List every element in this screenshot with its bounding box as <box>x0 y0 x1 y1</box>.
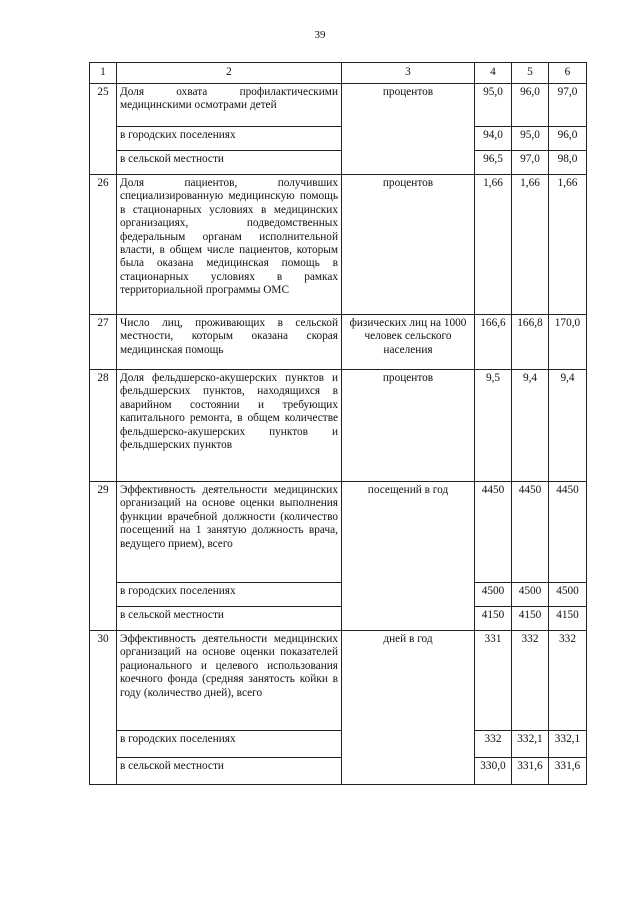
value-cell: 9,4 <box>512 370 549 482</box>
value-cell: 95,0 <box>512 127 549 151</box>
table-row <box>90 583 587 607</box>
unit-cell: процентов <box>342 175 475 315</box>
value-cell: 4150 <box>549 607 587 631</box>
value-cell: 1,66 <box>475 175 512 315</box>
value-cell: 9,5 <box>475 370 512 482</box>
value-cell: 97,0 <box>512 151 549 175</box>
value-cell: 4450 <box>549 482 587 583</box>
value-cell: 4500 <box>475 583 512 607</box>
header-cell: 6 <box>549 63 587 84</box>
header-cell: 5 <box>512 63 549 84</box>
value-cell: 331,6 <box>549 758 587 785</box>
row-number: 25 <box>90 84 117 175</box>
value-cell: 331 <box>475 631 512 731</box>
indicator-label: Эффективность деятельности медицинских организаций на основе оценки показателей рационального и целевого использования коечного фонда (средняя занятость койки в году (количество дней), всего <box>117 631 342 731</box>
value-cell: 97,0 <box>549 84 587 127</box>
table-row <box>90 151 587 175</box>
row-number: 29 <box>90 482 117 631</box>
row-number: 30 <box>90 631 117 785</box>
table-row <box>90 731 587 758</box>
table-row <box>90 84 587 127</box>
indicator-label: в сельской местности <box>117 607 342 631</box>
value-cell: 1,66 <box>549 175 587 315</box>
value-cell: 332,1 <box>512 731 549 758</box>
value-cell: 96,5 <box>475 151 512 175</box>
value-cell: 96,0 <box>512 84 549 127</box>
value-cell: 331,6 <box>512 758 549 785</box>
value-cell: 332 <box>549 631 587 731</box>
indicator-label: в городских поселениях <box>117 731 342 758</box>
row-number: 28 <box>90 370 117 482</box>
value-cell: 95,0 <box>475 84 512 127</box>
indicator-label: в сельской местности <box>117 758 342 785</box>
value-cell: 96,0 <box>549 127 587 151</box>
value-cell: 4150 <box>512 607 549 631</box>
value-cell: 332,1 <box>549 731 587 758</box>
table-row <box>90 127 587 151</box>
value-cell: 94,0 <box>475 127 512 151</box>
table-row <box>90 607 587 631</box>
indicator-label: Доля фельдшерско-акушерских пунктов и фельдшерских пунктов, находящихся в аварийном состоянии и требующих капитального ремонта, в общем количестве фельдшерско-акушерских пунктов и фельдшерских пунктов <box>117 370 342 482</box>
indicator-label: в сельской местности <box>117 151 342 175</box>
indicator-label: Число лиц, проживающих в сельской местности, которым оказана скорая медицинская помощь <box>117 315 342 370</box>
value-cell: 332 <box>512 631 549 731</box>
value-cell: 166,6 <box>475 315 512 370</box>
unit-cell: дней в год <box>342 631 475 785</box>
table-row <box>90 482 587 583</box>
header-cell: 2 <box>117 63 342 84</box>
unit-cell: посещений в год <box>342 482 475 631</box>
indicator-label: Эффективность деятельности медицинских организаций на основе оценки выполнения функции врачебной должности (количество посещений на 1 занятую должность врача, ведущего прием), всего <box>117 482 342 583</box>
unit-cell: процентов <box>342 370 475 482</box>
page-number: 39 <box>314 29 326 41</box>
value-cell: 330,0 <box>475 758 512 785</box>
value-cell: 98,0 <box>549 151 587 175</box>
row-number: 26 <box>90 175 117 315</box>
table-header-row <box>90 63 587 84</box>
value-cell: 4150 <box>475 607 512 631</box>
value-cell: 4450 <box>475 482 512 583</box>
header-cell: 4 <box>475 63 512 84</box>
header-cell: 1 <box>90 63 117 84</box>
header-cell: 3 <box>342 63 475 84</box>
value-cell: 4500 <box>512 583 549 607</box>
value-cell: 1,66 <box>512 175 549 315</box>
table-row <box>90 758 587 785</box>
indicator-label: Доля пациентов, получивших специализированную медицинскую помощь в стационарных условиях в медицинских организациях, подведомственных федеральным органам исполнительной власти, в общем числе пациентов, которым была оказана медицинская помощь в стационарных условиях в рамках территориальной программы ОМС <box>117 175 342 315</box>
value-cell: 166,8 <box>512 315 549 370</box>
value-cell: 9,4 <box>549 370 587 482</box>
value-cell: 332 <box>475 731 512 758</box>
indicator-label: в городских поселениях <box>117 583 342 607</box>
table-row <box>90 315 587 370</box>
table-row <box>90 175 587 315</box>
value-cell: 170,0 <box>549 315 587 370</box>
row-number: 27 <box>90 315 117 370</box>
indicators-table <box>89 62 587 785</box>
unit-cell: процентов <box>342 84 475 175</box>
table-row <box>90 631 587 731</box>
unit-cell: физических лиц на 1000 человек сельского населения <box>342 315 475 370</box>
table-row <box>90 370 587 482</box>
indicator-label: Доля охвата профилактическими медицинскими осмотрами детей <box>117 84 342 127</box>
value-cell: 4500 <box>549 583 587 607</box>
value-cell: 4450 <box>512 482 549 583</box>
indicator-label: в городских поселениях <box>117 127 342 151</box>
